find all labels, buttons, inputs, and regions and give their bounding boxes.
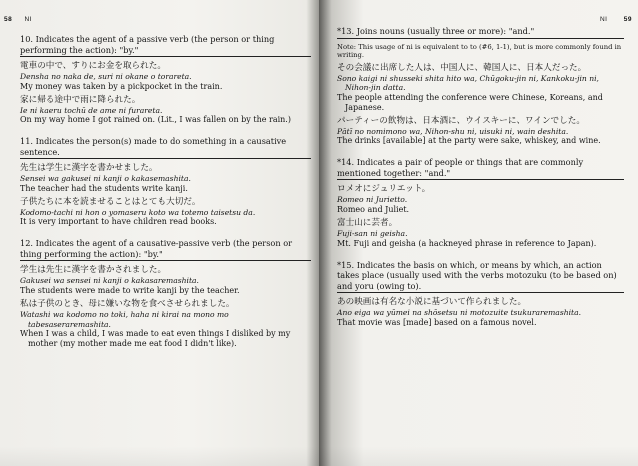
left-page-number: 58	[4, 16, 13, 23]
japanese-sentence: 富士山に芸者。	[337, 218, 398, 229]
section-heading: *14. Indicates a pair of people or things that are commonly mentioned together: "and."	[337, 157, 624, 180]
japanese-sentence: 電車の中で、すりにお金を取られた。	[20, 61, 166, 71]
english-translation: Romeo and Juliet.	[337, 205, 410, 215]
japanese-sentence: ロメオにジュリエット。	[337, 184, 431, 195]
english-translation: My money was taken by a pickpocket in the train.	[20, 81, 223, 91]
right-running-head	[600, 16, 632, 23]
romaji-sentence: Fuji-san ni geisha.	[337, 229, 408, 239]
english-translation: The teacher had the students write kanji.	[20, 183, 188, 193]
japanese-sentence: 学生は先生に漢字を書かされました。	[20, 265, 167, 276]
usage-note: Note: This usage of ni is equivalent to to (#6, 1-1), but is more commonly found in writing.	[337, 42, 622, 60]
romaji-sentence: Ano eiga wa yūmei na shōsetsu ni motozuite tsukuraremashita.	[337, 308, 582, 318]
section-12	[20, 238, 311, 349]
right-page	[319, 0, 638, 466]
left-running-head	[4, 16, 32, 23]
page-shadow	[319, 446, 638, 466]
section-heading: 12. Indicates the agent of a causative-passive verb (the person or thing performing the action): "by."	[20, 238, 311, 261]
romaji-sentence: Gakusei wa sensei ni kanji o kakasaremashita.	[20, 276, 199, 286]
english-translation: When I was a child, I was made to eat even things I disliked by my mother (my mother made me eat food I didn't like).	[20, 329, 291, 349]
right-header-title: NI	[599, 16, 608, 23]
romaji-sentence: Sono kaigi ni shusseki shita hito wa, Chūgoku-jin ni, Kankoku-jin ni, Nihon-jin datta.	[337, 73, 599, 93]
japanese-sentence: パーティーの飲物は、日本酒に、ウイスキーに、ワインでした。	[337, 115, 585, 126]
left-header-title: NI	[24, 16, 33, 23]
english-translation: That movie was [made] based on a famous novel.	[337, 317, 537, 327]
japanese-sentence: 子供たちに本を読ませることはとても大切だ。	[20, 196, 201, 207]
japanese-sentence: 家に帰る途中で雨に降られた。	[20, 94, 141, 105]
section-heading: *15. Indicates the basis on which, or means by which, an action takes place (usually used with the verbs motozuku (to be based on) and yoru (owing to).	[337, 260, 624, 294]
english-translation: On my way home I got rained on. (Lit., I was fallen on by the rain.)	[20, 115, 291, 125]
section-10	[20, 34, 311, 125]
section-13	[337, 26, 624, 146]
section-14	[337, 157, 624, 248]
romaji-sentence: Kodomo-tachi ni hon o yomaseru koto wa totemo taisetsu da.	[20, 207, 256, 217]
page-shadow	[0, 446, 319, 466]
section-heading: 10. Indicates the agent of a passive verb (the person or thing performing the action): "by."	[20, 34, 311, 57]
section-heading: *13. Joins nouns (usually three or more): "and."	[337, 26, 624, 39]
romaji-sentence: Romeo ni Jurietto.	[337, 195, 408, 205]
romaji-sentence: Pātī no nomimono wa, Nihon-shu ni, uisuki ni, wain deshita.	[337, 126, 569, 136]
romaji-sentence: Watashi wa kodomo no toki, haha ni kirai na mono mo tabesaseraremashita.	[20, 309, 229, 329]
section-15	[337, 260, 624, 328]
english-translation: The students were made to write kanji by the teacher.	[20, 285, 240, 295]
japanese-sentence: 先生は学生に漢字を書かせました。	[20, 163, 158, 174]
japanese-sentence: 私は子供のとき、母に嫌いな物を食べさせられました。	[20, 298, 235, 309]
english-translation: The drinks [available] at the party were sake, whiskey, and wine.	[337, 136, 601, 146]
section-11	[20, 136, 311, 227]
romaji-sentence: Ie ni kaeru tochū de ame ni furareta.	[20, 105, 163, 115]
japanese-sentence: あの映画は有名な小説に基づいて作られました。	[337, 297, 527, 308]
english-translation: Mt. Fuji and geisha (a hackneyed phrase in reference to Japan).	[337, 238, 597, 248]
right-page-number: 59	[623, 16, 632, 23]
japanese-sentence: その会議に出席した人は、中国人に、韓国人に、日本人だった。	[337, 62, 587, 73]
romaji-sentence: Densha no naka de, suri ni okane o torareta.	[20, 72, 192, 81]
section-heading: 11. Indicates the person(s) made to do something in a causative sentence.	[20, 136, 311, 159]
english-translation: It is very important to have children read books.	[20, 217, 217, 227]
romaji-sentence: Sensei wa gakusei ni kanji o kakasemashita.	[20, 174, 191, 184]
english-translation: The people attending the conference were Chinese, Koreans, and Japanese.	[337, 92, 603, 112]
